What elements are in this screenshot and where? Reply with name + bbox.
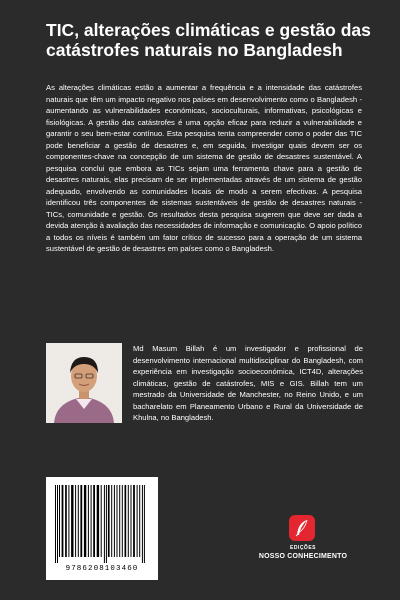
- barcode-bar: [108, 485, 110, 557]
- barcode-bar: [65, 485, 67, 557]
- barcode-bar: [137, 485, 138, 557]
- barcode-bar: [125, 485, 127, 557]
- barcode-bar: [84, 485, 86, 557]
- barcode-bar: [68, 485, 69, 557]
- barcode-bar: [93, 485, 95, 557]
- publisher-label-top: EDIÇÕES: [289, 545, 316, 551]
- barcode-bar: [59, 485, 60, 557]
- barcode-bar: [131, 485, 132, 557]
- barcode-bar: [119, 485, 120, 557]
- barcode-bar: [57, 485, 58, 563]
- author-bio: Md Masum Billah é um investigador e profissional de desenvolvimento internacional multidisciplinar do Bangladesh, com experiência em investigação socioeconómica, ICT4D, alterações climáticas, gestão de catástrofes, MIS e GIS. Billah tem um mestrado da Universidade de Manchester, no Reino Unido, e um bacharelato em Planeamento Urbano e Rural da Universidade de Khulna, no Bangladesh.: [133, 344, 363, 422]
- barcode-bar: [104, 485, 105, 563]
- publisher-label-bottom: NOSSO CONHECIMENTO: [258, 553, 348, 560]
- isbn-digits: 9786208103460: [65, 565, 139, 573]
- isbn-barcode: [46, 477, 158, 580]
- barcode-bar: [101, 485, 102, 557]
- barcode-bar: [128, 485, 129, 557]
- barcode-bar: [62, 485, 64, 557]
- barcode-bars: [54, 485, 150, 563]
- publisher-mark: [258, 515, 348, 575]
- barcode-bar: [106, 485, 107, 563]
- barcode-bar: [80, 485, 82, 557]
- barcode-bar: [91, 485, 92, 557]
- barcode-bar: [78, 485, 79, 557]
- barcode-bar: [55, 485, 56, 563]
- book-title: TIC, alterações climáticas e gestão das catástrofes naturais no Bangladesh: [46, 20, 371, 60]
- barcode-bar: [75, 485, 76, 557]
- barcode-bar: [117, 485, 118, 557]
- barcode-bar: [122, 485, 123, 557]
- barcode-bar: [144, 485, 145, 563]
- barcode-bar: [111, 485, 112, 557]
- author-photo: [46, 343, 122, 423]
- barcode-bar: [114, 485, 115, 557]
- barcode-bar: [88, 485, 89, 557]
- barcode-bar: [71, 485, 73, 557]
- barcode-bar: [142, 485, 143, 563]
- feather-quill-icon: [289, 515, 315, 541]
- barcode-bar: [133, 485, 135, 557]
- barcode-bar: [97, 485, 99, 557]
- book-synopsis: As alterações climáticas estão a aumentar a frequência e a intensidade das catástrofes naturais que têm um impacto negativo nos países em desenvolvimento como o Bangladesh - aumentando as vulnerabilidades económicas, socioculturais, informativas, psicológicas e fisiológicas. A gestão das catástrofes é uma opção eficaz para reduzir a vulnerabilidade e garantir o seu bem-estar contínuo. Esta pesquisa tenta compreender como o poder das TIC pode beneficiar a gestão de desastres e, em seguida, investigar quais devem ser os componentes-chave na concepção de um sistema de gestão de desastres sustentável. A pesquisa conclui que embora as TICs sejam uma ferramenta chave para a gestão de desastres naturais, elas precisam de ser implementadas através de um sistema de gestão adequado, envolvendo as comunidades locais de modo a serem efectivas. A pesquisa identificou três componentes de sistemas sustentáveis de gestão de desastres naturais - TICs, comunidade e gestão. Os resultados desta pesquisa sugerem que deve ser dada a devida atenção à avaliação das necessidades de informação e comunicação. O apoio político a todos os níveis é também um fator crítico de sucesso para a operação de um sistema sustentável de gestão de desastres em países como o Bangladesh.: [46, 83, 362, 253]
- barcode-bar: [139, 485, 140, 557]
